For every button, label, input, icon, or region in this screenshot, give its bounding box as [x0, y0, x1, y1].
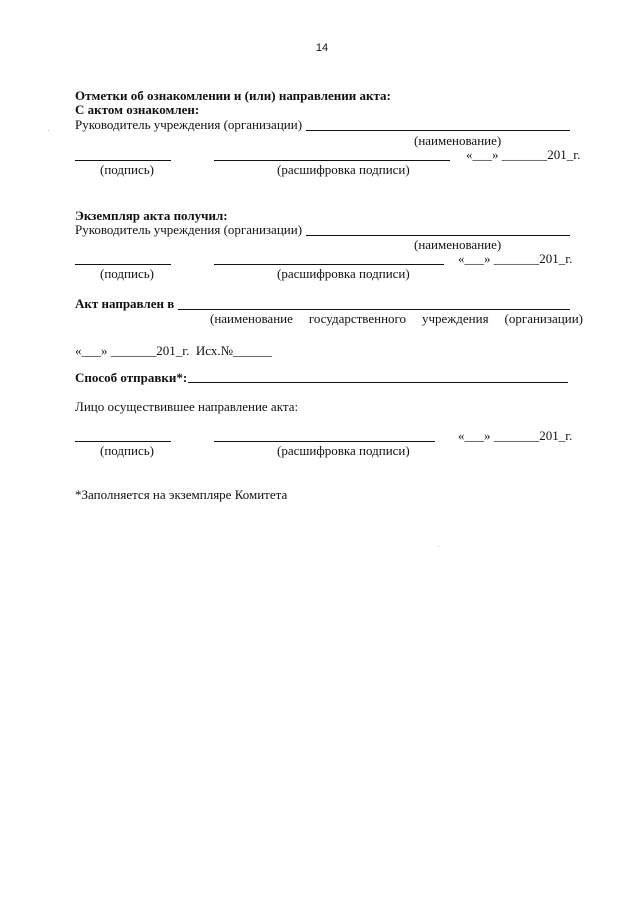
- head-of-institution-label: Руководитель учреждения (организации): [75, 222, 303, 237]
- recipient-caption-word: (наименование: [210, 311, 293, 326]
- signature-line: [75, 441, 171, 442]
- signature-line: [75, 264, 171, 265]
- signature-caption: (подпись): [100, 162, 154, 177]
- signature-decode-line: [214, 441, 435, 442]
- scan-speck: [48, 130, 49, 131]
- recipient-caption: [210, 311, 583, 326]
- sending-method-label: Способ отправки*:: [75, 370, 188, 385]
- acknowledged-subheading: С актом ознакомлен:: [75, 102, 200, 117]
- recipient-caption-word: государственного: [308, 311, 407, 326]
- page-number: 14: [315, 42, 329, 54]
- date-field: «___» _______201_г.: [458, 251, 573, 266]
- name-caption: (наименование): [414, 237, 502, 252]
- section-heading-copy-received: Экземпляр акта получил:: [75, 208, 228, 223]
- signature-caption: (подпись): [100, 443, 154, 458]
- date-field: «___» _______201_г.: [458, 428, 573, 443]
- recipient-caption-word: (организации): [504, 311, 583, 326]
- signature-decode-line: [214, 160, 450, 161]
- recipient-institution-line: [178, 309, 570, 310]
- sent-to-label: Акт направлен в: [75, 296, 175, 311]
- outgoing-number-field: «___» _______201_г. Исх.№______: [75, 343, 273, 358]
- footnote: *Заполняется на экземпляре Комитета: [75, 487, 288, 502]
- sender-person-label: Лицо осуществившее направление акта:: [75, 399, 299, 414]
- date-field: «___» _______201_г.: [466, 147, 581, 162]
- signature-caption: (подпись): [100, 266, 154, 281]
- scan-speck: [438, 546, 439, 547]
- institution-name-line: [306, 235, 570, 236]
- name-caption: (наименование): [414, 133, 502, 148]
- signature-decode-caption: (расшифровка подписи): [277, 162, 410, 177]
- recipient-caption-word: учреждения: [422, 311, 489, 326]
- institution-name-line: [306, 130, 570, 131]
- signature-line: [75, 160, 171, 161]
- sending-method-line: [188, 382, 568, 383]
- signature-decode-line: [214, 264, 444, 265]
- head-of-institution-label: Руководитель учреждения (организации): [75, 117, 303, 132]
- signature-decode-caption: (расшифровка подписи): [277, 443, 410, 458]
- signature-decode-caption: (расшифровка подписи): [277, 266, 410, 281]
- section-heading-acknowledgement: Отметки об ознакомлении и (или) направлении акта:: [75, 88, 391, 103]
